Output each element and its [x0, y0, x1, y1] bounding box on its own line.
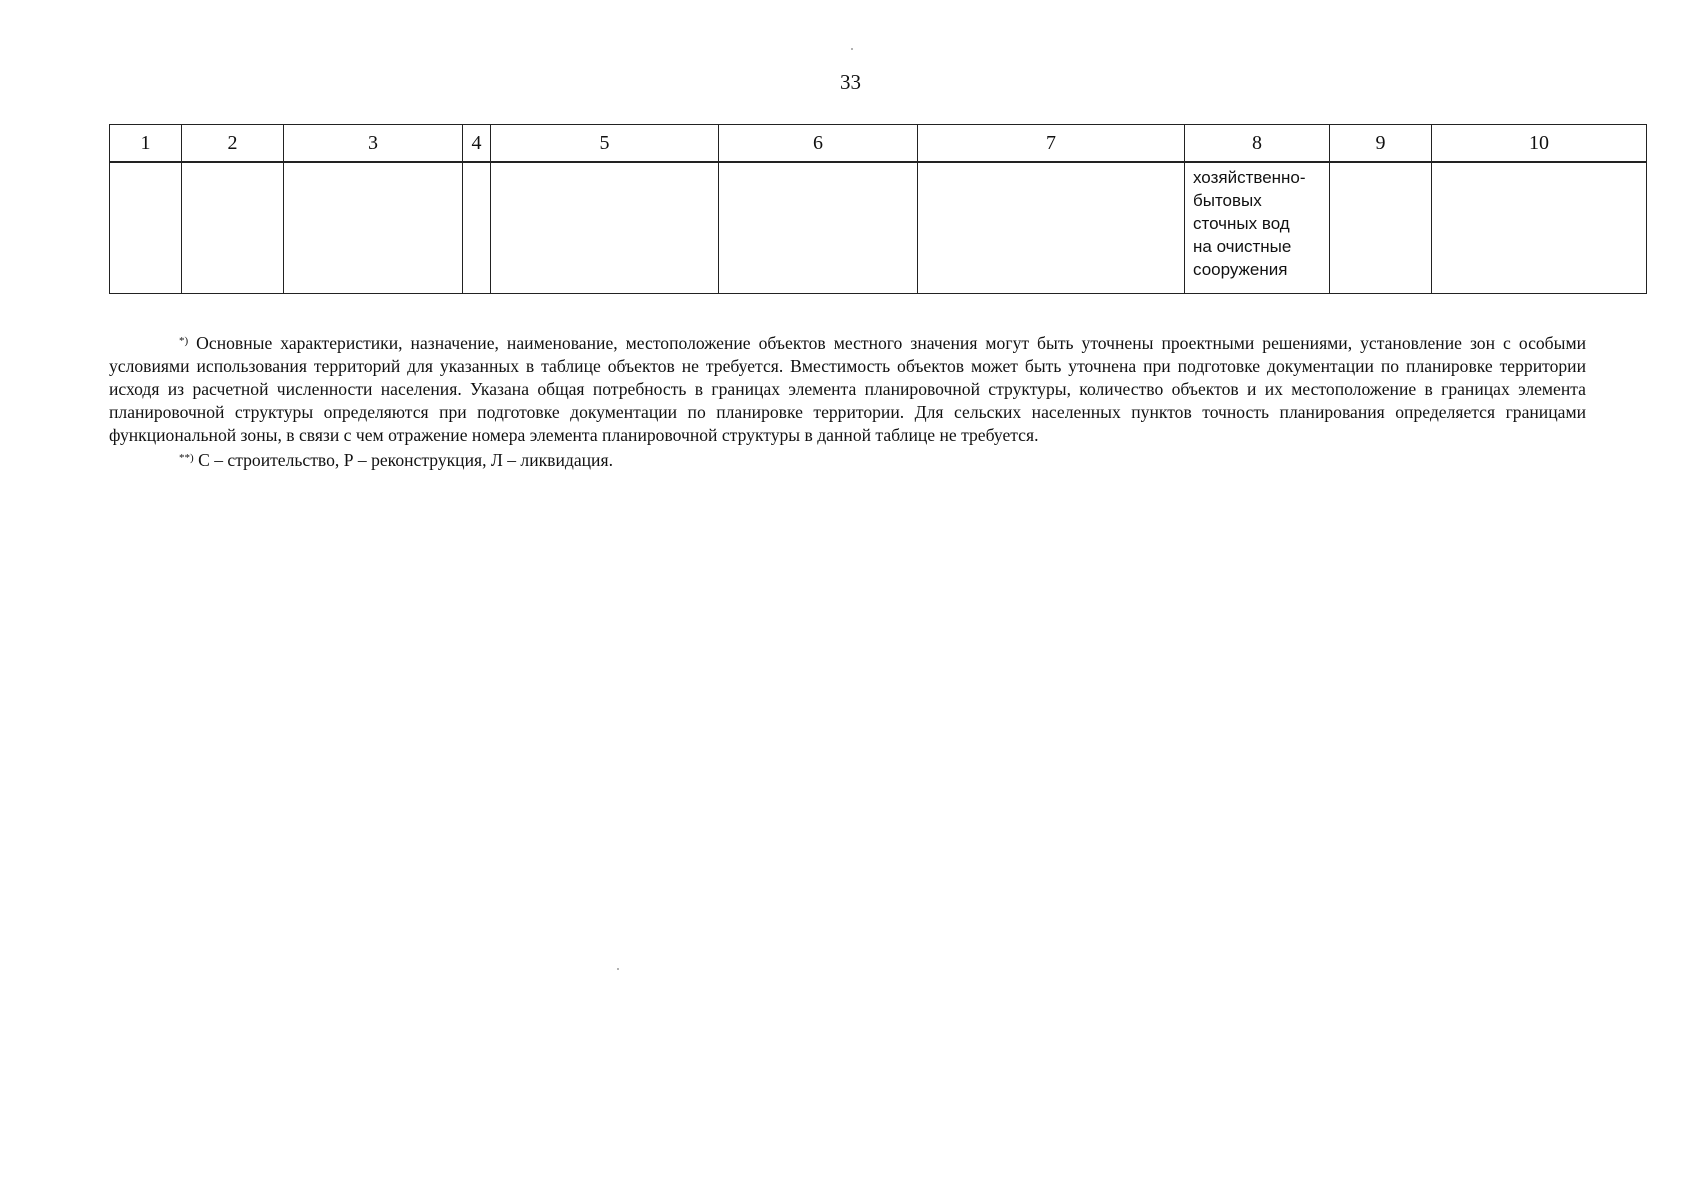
table-row [110, 162, 1647, 294]
table-cell [463, 162, 491, 294]
table-cell [182, 162, 284, 294]
wastewater-text: хозяйственно- бытовых сточных вод на очистные сооружения [1193, 168, 1306, 279]
table-cell [284, 162, 463, 294]
column-header: 1 [110, 125, 182, 163]
table-cell [110, 162, 182, 294]
table-cell [1432, 162, 1647, 294]
column-header: 4 [463, 125, 491, 163]
footnote-marker: **) [179, 452, 194, 464]
table-header-row [110, 125, 1647, 163]
footnote-text: С – строительство, Р – реконструкция, Л – ликвидация. [193, 450, 613, 470]
table-cell [719, 162, 918, 294]
column-header: 6 [719, 125, 918, 163]
objects-table [109, 124, 1647, 294]
table-cell [1330, 162, 1432, 294]
scan-speck [617, 968, 619, 970]
column-header: 7 [918, 125, 1185, 163]
footnotes [109, 330, 1586, 472]
page-number: 33 [840, 70, 861, 94]
column-header: 8 [1185, 125, 1330, 163]
column-header: 9 [1330, 125, 1432, 163]
column-header: 10 [1432, 125, 1647, 163]
footnote-main-characteristics [109, 330, 1586, 447]
column-header: 5 [491, 125, 719, 163]
footnote-abbreviations [109, 447, 1586, 472]
footnote-marker: *) [179, 335, 189, 347]
table-cell-wastewater [1185, 162, 1330, 294]
footnote-text: Основные характеристики, назначение, наименование, местоположение объектов местного значения могут быть уточнены проектными решениями, установление зон с особыми условиями использования территорий для указанных в таблице объектов не требуется. Вместимость объектов может быть уточнена при подготовке документации по планировке территории исходя из расчетной численности населения. Указана общая потребность в границах элемента планировочной структуры, количество объектов и их местоположение в границах элемента планировочной структуры определяются при подготовке документации по планировке территории. Для сельских населенных пунктов точность планирования определяется границами функциональной зоны, в связи с чем отражение номера элемента планировочной структуры в данной таблице не требуется. [109, 333, 1586, 445]
column-header: 3 [284, 125, 463, 163]
column-header: 2 [182, 125, 284, 163]
scan-speck [851, 48, 853, 50]
table-cell [491, 162, 719, 294]
table-cell [918, 162, 1185, 294]
